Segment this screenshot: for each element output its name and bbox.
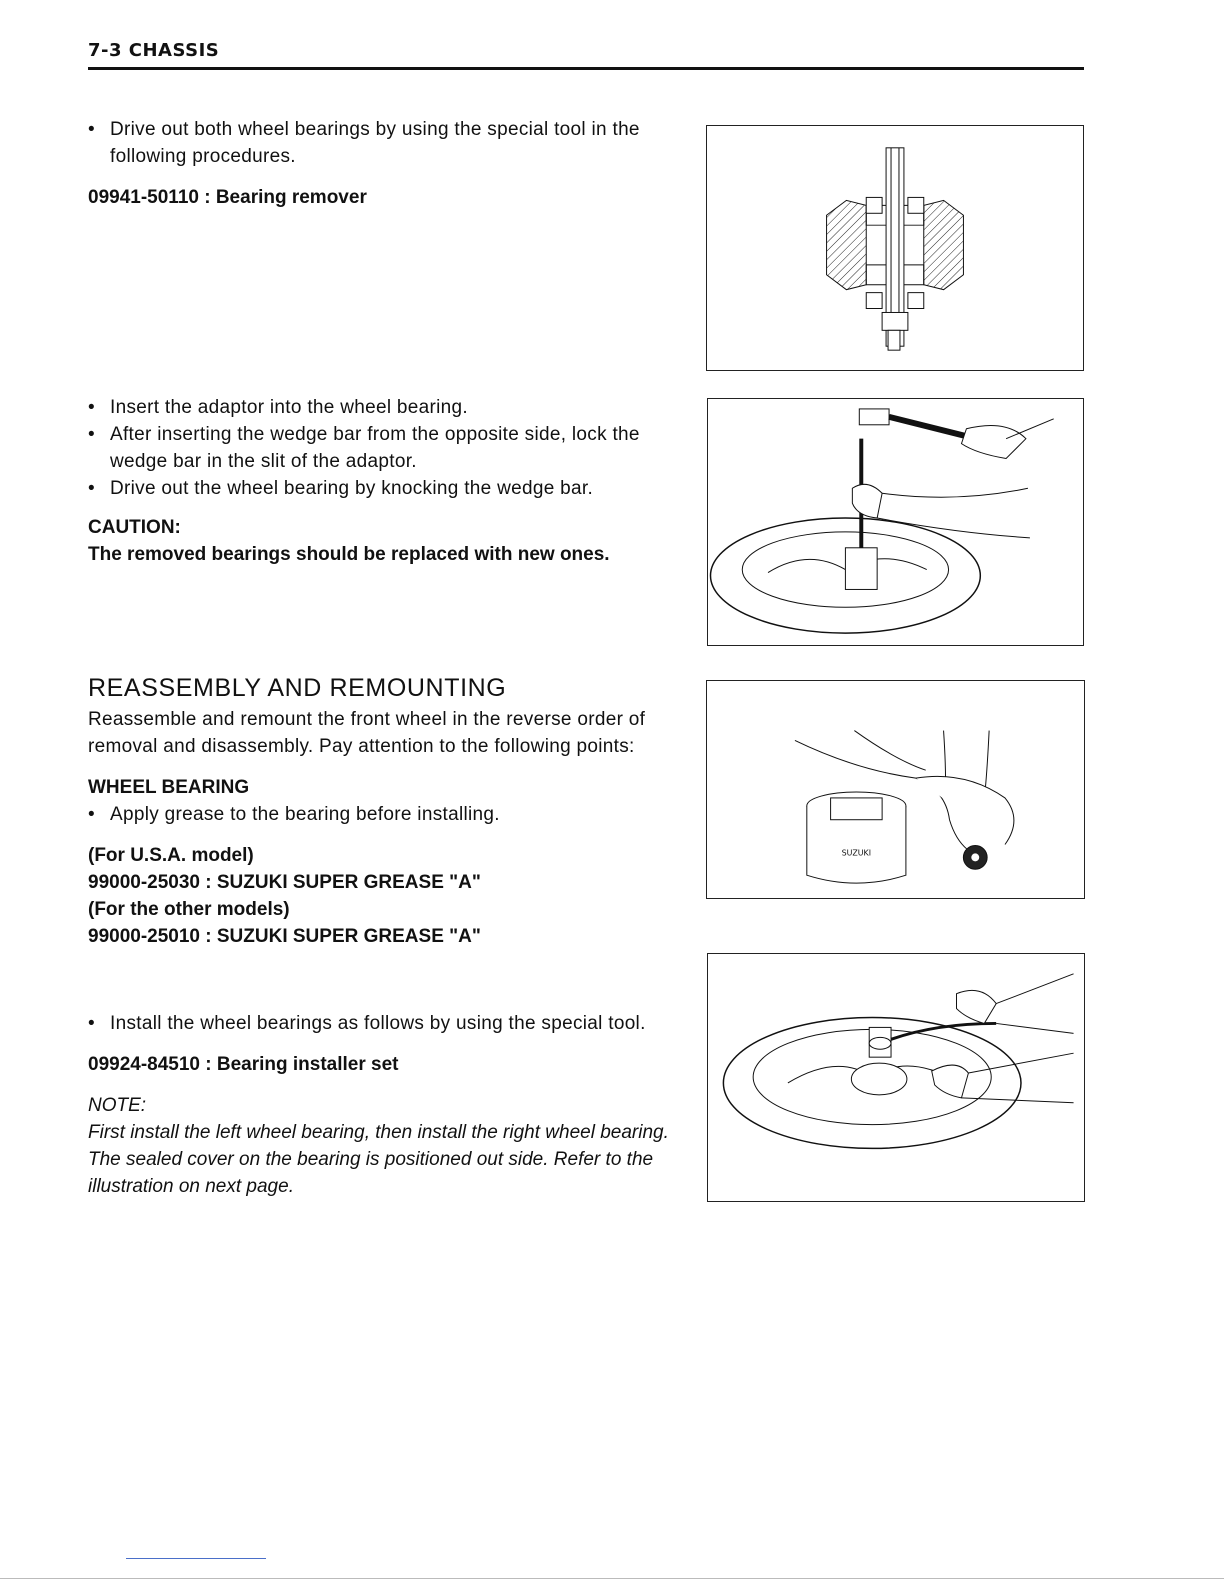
bullet-knock-wedge: • Drive out the wheel bearing by knocking the wedge bar. bbox=[88, 475, 686, 502]
bullet-insert-adaptor: • Insert the adaptor into the wheel bearing. bbox=[88, 394, 686, 421]
figure-grease-can bbox=[706, 680, 1085, 899]
svg-text:SUZUKI: SUZUKI bbox=[841, 848, 872, 858]
bullet-drive-out: • Drive out both wheel bearings by using the special tool in the following procedures. bbox=[88, 116, 686, 170]
grease-usa-part: 99000-25030 : SUZUKI SUPER GREASE "A" bbox=[88, 872, 481, 893]
intro-paragraph: Reassemble and remount the front wheel in the reverse order of removal and disassembly. Pay attention to the following points: bbox=[88, 709, 646, 757]
block-install bbox=[88, 1010, 686, 1200]
block-adaptor-steps bbox=[88, 394, 686, 568]
grease-other-part: 99000-25010 : SUZUKI SUPER GREASE "A" bbox=[88, 926, 481, 947]
grease-can-illustration bbox=[707, 681, 1084, 898]
grease-other-label: (For the other models) bbox=[88, 899, 290, 920]
subheading-wheel-bearing: WHEEL BEARING bbox=[88, 777, 250, 798]
figure-install-bearing bbox=[707, 953, 1085, 1202]
tool-bearing-remover: 09941-50110 : Bearing remover bbox=[88, 187, 367, 208]
footer-rule bbox=[0, 1578, 1224, 1579]
hammer-wedge-illustration bbox=[708, 399, 1083, 645]
bullet-wedge-bar: • After inserting the wedge bar from the opposite side, lock the wedge bar in the slit of the adaptor. bbox=[88, 421, 686, 475]
bullet-apply-grease: • Apply grease to the bearing before installing. bbox=[88, 801, 686, 828]
footer-rule-accent bbox=[126, 1558, 266, 1559]
bearing-remover-illustration bbox=[707, 126, 1083, 370]
section-heading: REASSEMBLY AND REMOUNTING bbox=[88, 674, 507, 702]
figure-hammer-wedge bbox=[707, 398, 1084, 646]
block-bearing-removal bbox=[88, 116, 686, 211]
note-text: First install the left wheel bearing, then install the right wheel bearing. The sealed cover on the bearing is positioned out side. Refer to the illustration on next page. bbox=[88, 1122, 669, 1197]
grease-usa-label: (For U.S.A. model) bbox=[88, 845, 254, 866]
tool-bearing-installer: 09924-84510 : Bearing installer set bbox=[88, 1054, 399, 1075]
bullet-install-bearings: • Install the wheel bearings as follows by using the special tool. bbox=[88, 1010, 686, 1037]
figure-bearing-remover bbox=[706, 125, 1084, 371]
install-bearing-illustration bbox=[708, 954, 1084, 1201]
block-reassembly bbox=[88, 672, 686, 950]
note-label: NOTE: bbox=[88, 1095, 147, 1116]
caution-label: CAUTION: bbox=[88, 517, 181, 538]
caution-text: The removed bearings should be replaced with new ones. bbox=[88, 544, 610, 565]
section-header: 7-3 CHASSIS bbox=[88, 40, 1084, 70]
